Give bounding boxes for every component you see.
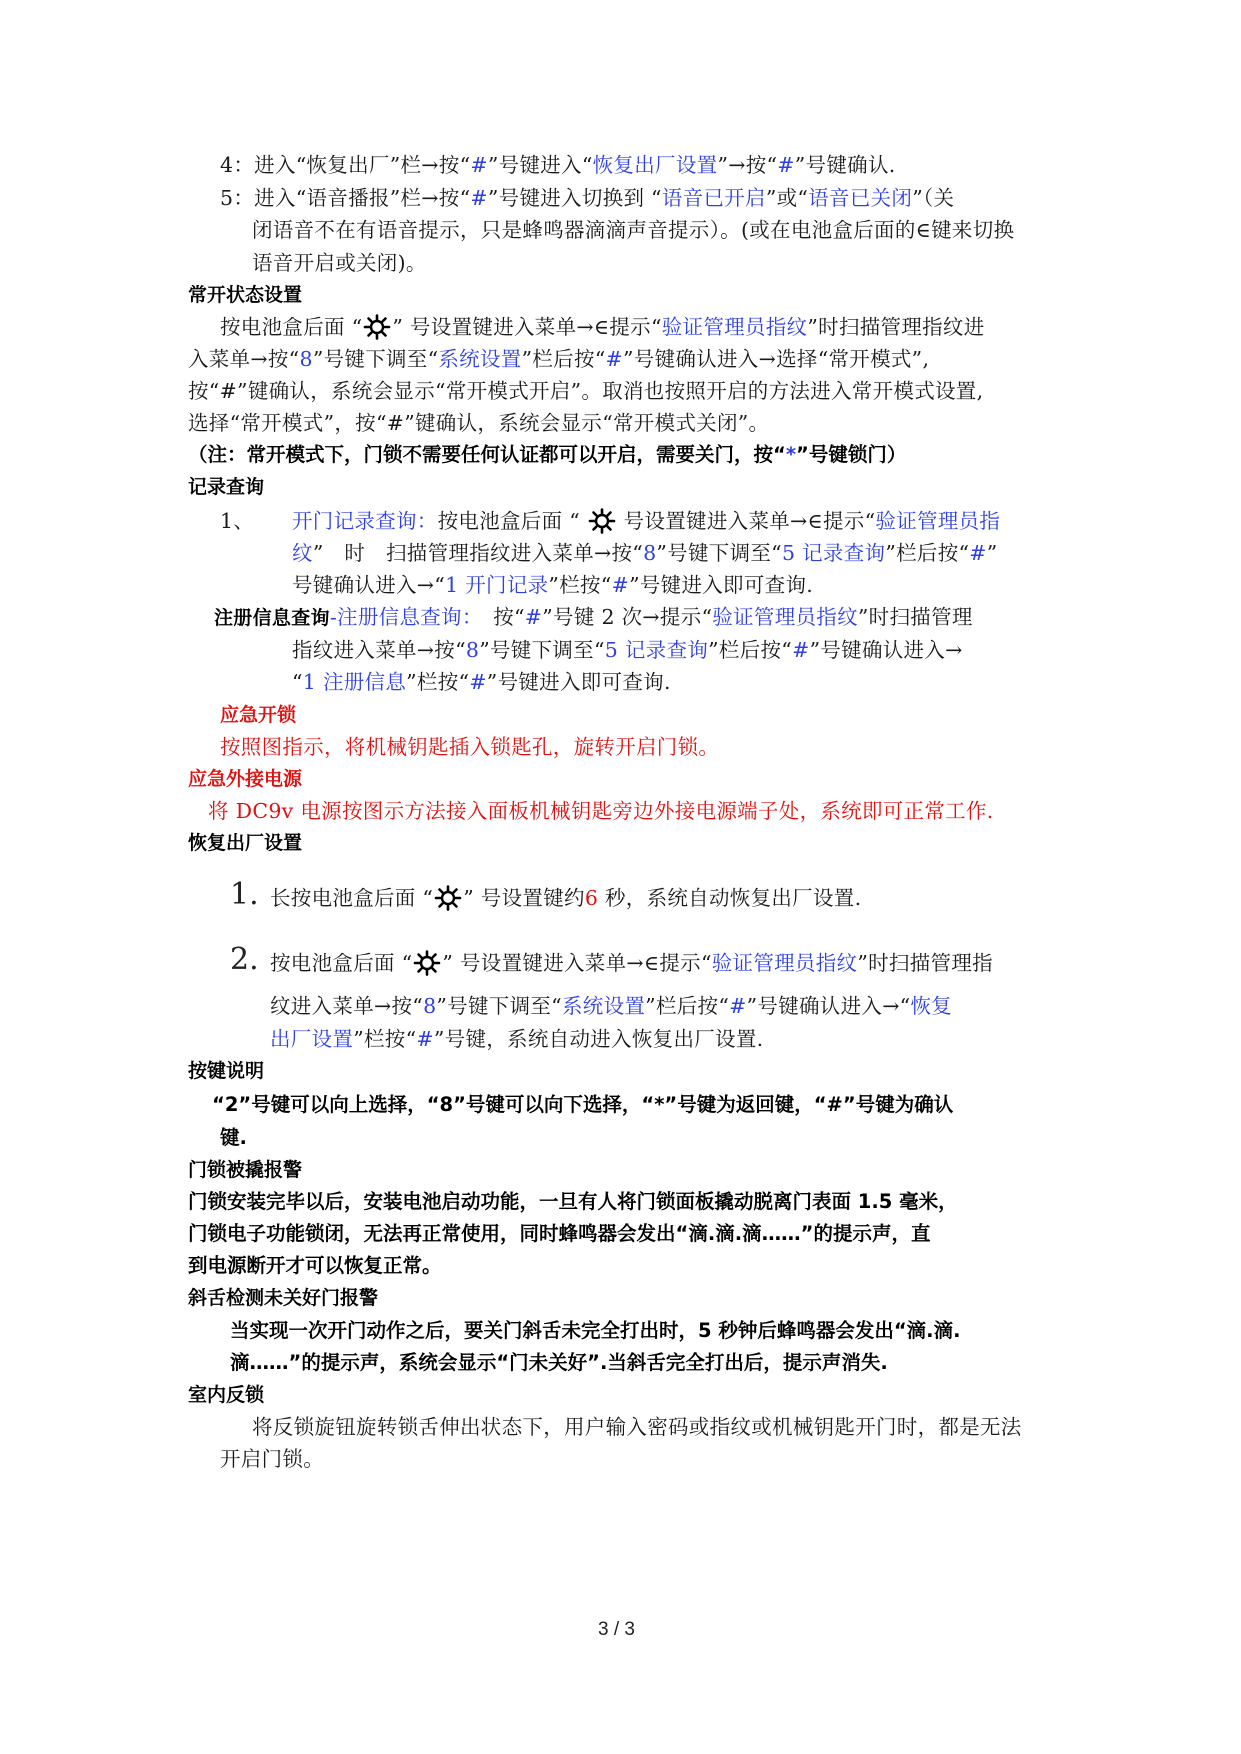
records-item-1-line-1: 开门记录查询：按电池盒后面 “ 号设置键进入菜单→∈提示“验证管理员指 — [292, 509, 1001, 533]
factory-reset-step-1-number: 1. — [230, 877, 259, 912]
latch-line-1: 当实现一次开门动作之后，要关门斜舌未完全打出时，5 秒钟后蜂鸣器会发出“滴.滴. — [230, 1319, 961, 1342]
keys-line-2: 键. — [220, 1126, 247, 1149]
factory-reset-step-2-line-3: 出厂设置”栏按“#”号键，系统自动进入恢复出厂设置. — [270, 1027, 764, 1051]
tamper-line-1: 门锁安装完毕以后，安装电池启动功能，一旦有人将门锁面板撬动脱离门表面 1.5 毫米， — [188, 1190, 958, 1213]
factory-reset-heading: 恢复出厂设置 — [188, 832, 303, 854]
factory-reset-step-2-number: 2. — [230, 942, 259, 977]
factory-reset-step-1: 长按电池盒后面 “ ” 号设置键约6 秒，系统自动恢复出厂设置. — [270, 886, 862, 910]
voice-item-5-line-3: 语音开启或关闭)。 — [252, 251, 427, 275]
voice-item-5-line-1: 5：进入“语音播报”栏→按“#”号键进入切换到 “语音已开启”或“语音已关闭”（关 — [220, 186, 955, 210]
keys-heading: 按键说明 — [188, 1060, 265, 1082]
deadlock-line-2: 开启门锁。 — [220, 1447, 324, 1471]
sun-key-icon — [412, 950, 442, 976]
emergency-unlock-heading: 应急开锁 — [220, 704, 297, 726]
always-open-heading: 常开状态设置 — [188, 284, 303, 306]
deadlock-heading: 室内反锁 — [188, 1384, 265, 1406]
tamper-line-2: 门锁电子功能锁闭，无法再正常使用，同时蜂鸣器会发出“滴.滴.滴……”的提示声，直 — [188, 1222, 931, 1245]
emergency-unlock-text: 按照图指示，将机械钥匙插入锁匙孔，旋转开启门锁。 — [220, 735, 720, 759]
latch-line-2: 滴……”的提示声，系统会显示“门未关好”.当斜舌完全打出后，提示声消失. — [230, 1351, 888, 1374]
records-item-1-line-2: 纹” 时 扫描管理指纹进入菜单→按“8”号键下调至“5 记录查询”栏后按“#” — [292, 541, 998, 565]
factory-reset-step-2-line-2: 纹进入菜单→按“8”号键下调至“系统设置”栏后按“#”号键确认进入→“恢复 — [270, 994, 953, 1018]
always-open-line-3: 按“#”键确认，系统会显示“常开模式开启”。取消也按照开启的方法进入常开模式设置, — [188, 379, 984, 403]
records-item-1-number: 1、 — [220, 509, 255, 533]
sun-key-icon — [587, 508, 617, 534]
sun-key-icon — [433, 885, 463, 911]
emergency-power-text: 将 DC9v 电源按图示方法接入面板机械钥匙旁边外接电源端子处，系统即可正常工作. — [208, 799, 994, 823]
latch-heading: 斜舌检测未关好门报警 — [188, 1287, 379, 1309]
always-open-line-1: 按电池盒后面 “ ” 号设置键进入菜单→∈提示“验证管理员指纹”时扫描管理指纹进 — [220, 315, 985, 339]
sun-key-icon — [362, 314, 392, 340]
always-open-line-2: 入菜单→按“8”号键下调至“系统设置”栏后按“#”号键确认进入→选择“常开模式”, — [188, 347, 930, 371]
page-number: 3 / 3 — [598, 1619, 635, 1640]
factory-reset-step-2-line-1: 按电池盒后面 “ ” 号设置键进入菜单→∈提示“验证管理员指纹”时扫描管理指 — [270, 951, 993, 975]
keys-line-1: “2”号键可以向上选择，“8”号键可以向下选择，“*”号键为返回键，“#”号键为确认 — [212, 1093, 954, 1116]
emergency-power-heading: 应急外接电源 — [188, 768, 303, 790]
voice-item-5-line-2: 闭语音不在有语音提示，只是蜂鸣器滴滴声音提示）。(或在电池盒后面的∈键来切换 — [252, 218, 1015, 242]
deadlock-line-1: 将反锁旋钮旋转锁舌伸出状态下，用户输入密码或指纹或机械钥匙开门时，都是无法 — [252, 1415, 1022, 1439]
records-item-2-line-2: 指纹进入菜单→按“8”号键下调至“5 记录查询”栏后按“#”号键确认进入→ — [292, 638, 963, 662]
always-open-note: （注：常开模式下，门锁不需要任何认证都可以开启，需要关门，按“*”号键锁门） — [188, 443, 907, 466]
records-heading: 记录查询 — [188, 476, 265, 498]
tamper-heading: 门锁被撬报警 — [188, 1159, 303, 1181]
tamper-line-3: 到电源断开才可以恢复正常。 — [188, 1254, 442, 1277]
records-item-1-line-3: 号键确认进入→“1 开门记录”栏按“#”号键进入即可查询. — [292, 573, 814, 597]
always-open-line-4: 选择“常开模式”，按“#”键确认，系统会显示“常开模式关闭”。 — [188, 411, 770, 435]
records-item-2-line-3: “1 注册信息”栏按“#”号键进入即可查询. — [292, 670, 671, 694]
reset-item-4: 4：进入“恢复出厂”栏→按“#”号键进入“恢复出厂设置”→按“#”号键确认. — [220, 153, 896, 177]
records-item-2-line-1: 注册信息查询-注册信息查询： 按“#”号键 2 次→提示“验证管理员指纹”时扫描管理 — [214, 605, 973, 629]
